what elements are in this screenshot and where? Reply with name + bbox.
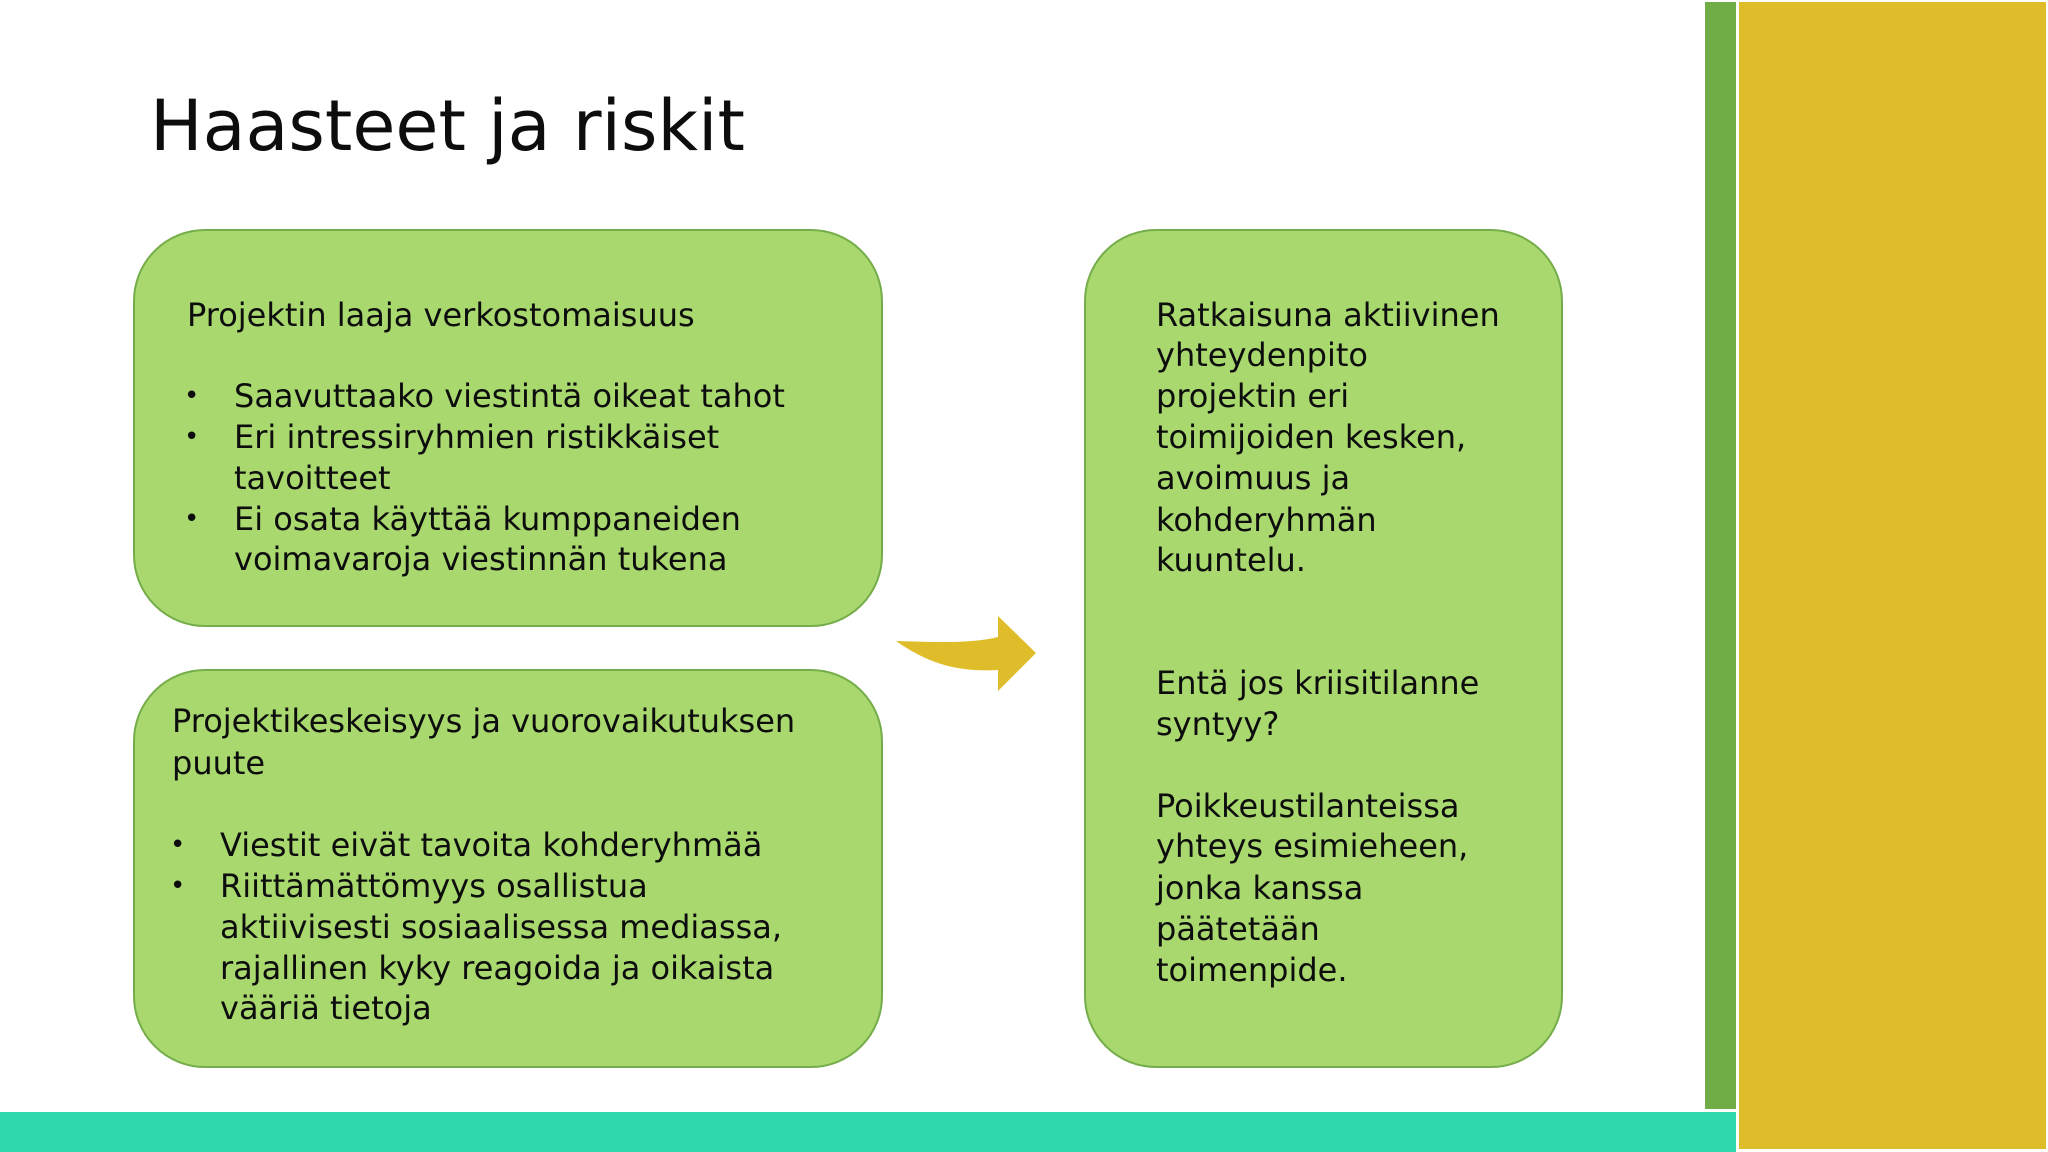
curved-right-arrow-icon <box>890 610 1040 700</box>
decorative-green-bar <box>1705 2 1736 1109</box>
slide-title: Haasteet ja riskit <box>150 85 745 167</box>
solution-text: kohderyhmän <box>1156 501 1377 539</box>
decorative-yellow-block <box>1739 2 2046 1149</box>
decorative-teal-bar <box>0 1112 1736 1152</box>
crisis-answer: Poikkeustilanteissa <box>1156 787 1460 825</box>
crisis-question: syntyy? <box>1156 705 1280 743</box>
crisis-answer: jonka kanssa <box>1156 869 1364 907</box>
challenge-heading: Projektin laaja verkostomaisuus <box>187 296 695 334</box>
bullet-dot: • <box>170 830 186 860</box>
bullet-text: Riittämättömyys osallistua <box>220 867 648 905</box>
crisis-question: Entä jos kriisitilanne <box>1156 664 1480 702</box>
solution-text: toimijoiden kesken, <box>1156 418 1467 456</box>
bullet-text: Viestit eivät tavoita kohderyhmää <box>220 826 763 864</box>
bullet-dot: • <box>184 504 200 534</box>
bullet-text-continued: voimavaroja viestinnän tukena <box>234 540 728 578</box>
bullet-dot: • <box>184 422 200 452</box>
challenge-heading-continued: puute <box>172 744 266 782</box>
bullet-dot: • <box>170 871 186 901</box>
solution-text: yhteydenpito <box>1156 336 1368 374</box>
bullet-dot: • <box>184 381 200 411</box>
bullet-text-continued: tavoitteet <box>234 459 391 497</box>
solution-text: avoimuus ja <box>1156 459 1351 497</box>
bullet-text: Eri intressiryhmien ristikkäiset <box>234 418 720 456</box>
bullet-text-continued: aktiivisesti sosiaalisessa mediassa, <box>220 908 783 946</box>
challenge-heading: Projektikeskeisyys ja vuorovaikutuksen <box>172 702 796 740</box>
bullet-text-continued: vääriä tietoja <box>220 989 432 1027</box>
bullet-text-continued: rajallinen kyky reagoida ja oikaista <box>220 949 775 987</box>
crisis-answer: toimenpide. <box>1156 951 1348 989</box>
crisis-answer: yhteys esimieheen, <box>1156 827 1469 865</box>
bullet-text: Ei osata käyttää kumppaneiden <box>234 500 741 538</box>
solution-text: Ratkaisuna aktiivinen <box>1156 296 1500 334</box>
solution-text: kuuntelu. <box>1156 541 1306 579</box>
solution-text: projektin eri <box>1156 377 1350 415</box>
crisis-answer: päätetään <box>1156 910 1320 948</box>
bullet-text: Saavuttaako viestintä oikeat tahot <box>234 377 785 415</box>
